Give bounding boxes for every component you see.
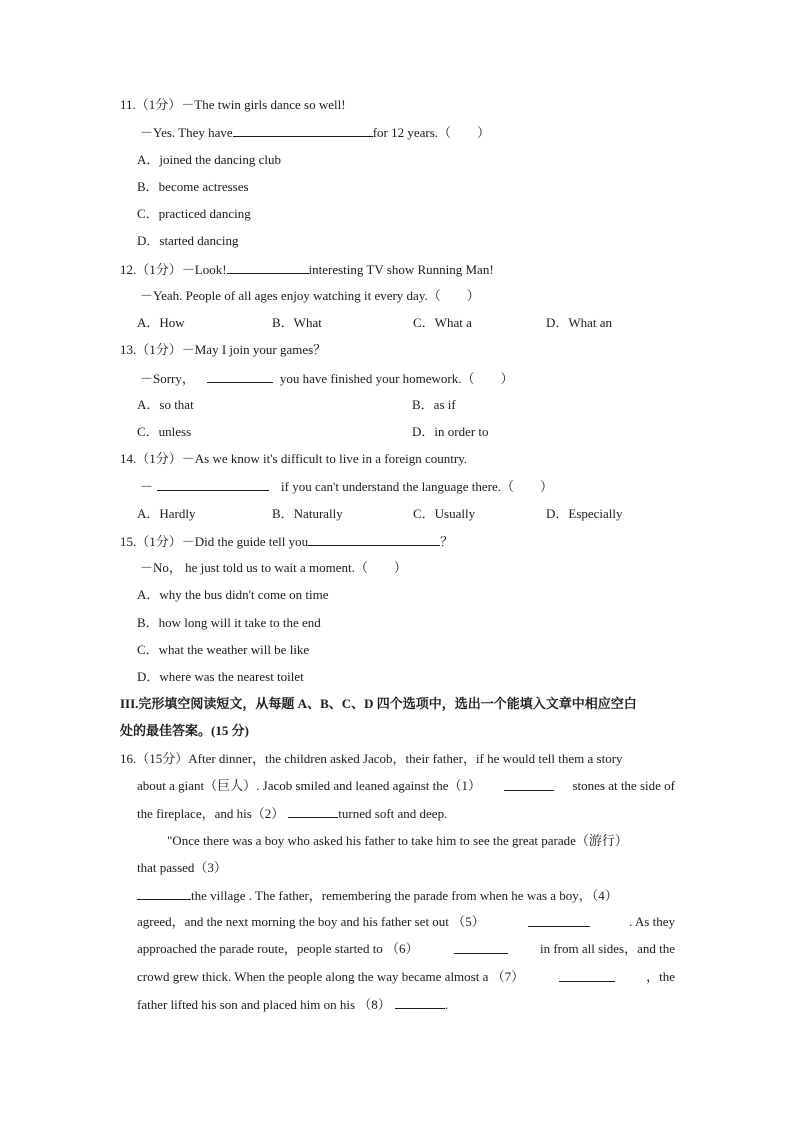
q13-blank [207, 370, 273, 383]
q16-blank-1 [504, 778, 554, 791]
q16-line-2-post: stones at the side of [572, 778, 675, 793]
q16-line-8-pre: approached the parade route，people started to （6） [137, 941, 419, 956]
q15-option-a: A．why the bus didn't come on time [137, 587, 329, 602]
q16-line-6-post: the village . The father，remembering the parade from when he was a boy，（4） [191, 888, 618, 903]
q15-stem-post: ？ [440, 534, 454, 549]
q16-line-7 [137, 914, 675, 930]
q14-answer-post: if you can't understand the language there.（ ） [281, 479, 554, 494]
q12-answer: －Yeah. People of all ages enjoy watching it every day.（ ） [140, 288, 480, 303]
q16-blank-7 [559, 969, 615, 982]
q13-option-c: C．unless [137, 424, 192, 439]
q16-line-10 [137, 996, 448, 1013]
q15-option-c: C．what the weather will be like [137, 642, 310, 657]
q13-option-a: A．so that [137, 397, 194, 412]
q11-answer-pre: －Yes. They have [140, 125, 233, 140]
q16-blank-2 [288, 805, 338, 818]
q15-answer: －No， he just told us to wait a moment.（ ） [140, 560, 407, 575]
q11-option-a: A．joined the dancing club [137, 152, 282, 167]
q13-answer-post: you have finished your homework.（ ） [279, 371, 514, 386]
q16-line-2-pre: about a giant（巨人）. Jacob smiled and leaned against the（1） [137, 778, 482, 793]
q16-blank-6 [454, 941, 508, 954]
section3-heading-line2: 处的最佳答案。(15 分) [120, 723, 249, 738]
q11-answer-line [140, 124, 490, 141]
q16-line-5: that passed（3） [137, 860, 227, 875]
q15-stem-pre: 15.（1分）－Did the guide tell you [120, 534, 309, 549]
q13-answer-pre: －Sorry， [140, 371, 195, 386]
q11-option-c: C．practiced dancing [137, 206, 251, 221]
q12-blank [227, 261, 309, 274]
q15-stem [120, 533, 453, 550]
q12-stem-pre: 12.（1分）－Look! [120, 262, 227, 277]
q16-line-9 [137, 969, 675, 985]
q12-option-b: B．What [272, 315, 322, 330]
q16-line-9-post: ，the [646, 969, 675, 984]
q16-line-10-post: . [444, 997, 449, 1012]
q11-answer-post: for 12 years.（ ） [372, 125, 491, 140]
q13-answer-line [140, 370, 514, 387]
q16-line-9-pre: crowd grew thick. When the people along the way became almost a （7） [137, 969, 525, 984]
q15-option-d: D．where was the nearest toilet [137, 669, 304, 684]
q11-option-b: B．become actresses [137, 179, 249, 194]
q16-line-6 [137, 887, 618, 904]
q11-stem: 11.（1分）－The twin girls dance so well! [120, 97, 346, 112]
q14-option-d: D．Especially [546, 506, 623, 521]
q16-line-7-pre: agreed，and the next morning the boy and his father set out （5） [137, 914, 485, 929]
q11-option-d: D．started dancing [137, 233, 239, 248]
q16-line-1: 16.（15分）After dinner，the children asked Jacob，their father，if he would tell them a story [120, 751, 623, 766]
q13-option-d: D．in order to [412, 424, 489, 439]
q16-line-8 [137, 941, 675, 957]
q12-option-c: C．What a [413, 315, 472, 330]
q16-line-8-post: in from all sides，and the [539, 941, 675, 956]
q14-option-c: C．Usually [413, 506, 476, 521]
q16-line-3-pre: the fireplace，and his（2） [137, 806, 285, 821]
q16-line-2 [137, 778, 675, 794]
q14-answer-line [140, 478, 553, 495]
q14-option-a: A．Hardly [137, 506, 196, 521]
q12-stem [120, 261, 494, 278]
section3-heading-line1: III.完形填空阅读短文，从每题 A、B、C、D 四个选项中，选出一个能填入文章中相应空白 [120, 696, 637, 711]
q14-stem: 14.（1分）－As we know it's difficult to live in a foreign country. [120, 451, 468, 466]
q16-blank-3 [137, 887, 191, 900]
q15-option-b: B．how long will it take to the end [137, 615, 321, 630]
q14-option-b: B．Naturally [272, 506, 343, 521]
q14-answer-pre: － [140, 479, 154, 494]
q14-blank [157, 478, 269, 491]
q12-option-d: D．What an [546, 315, 613, 330]
q11-blank [233, 124, 373, 137]
q16-blank-5 [528, 914, 590, 927]
q15-blank [308, 533, 440, 546]
q13-option-b: B．as if [412, 397, 456, 412]
q16-line-3-post: turned soft and deep. [338, 806, 448, 821]
q12-option-a: A．How [137, 315, 185, 330]
q16-line-4: "Once there was a boy who asked his father to take him to see the great parade（游行） [167, 833, 628, 848]
q13-stem: 13.（1分）－May I join your games？ [120, 342, 327, 357]
q16-line-7-post: . As they [629, 914, 675, 929]
q16-blank-8 [395, 996, 445, 1009]
q16-line-3 [137, 805, 447, 822]
q16-line-10-pre: father lifted his son and placed him on his （8） [137, 997, 391, 1012]
q12-stem-post: interesting TV show Running Man! [308, 262, 494, 277]
